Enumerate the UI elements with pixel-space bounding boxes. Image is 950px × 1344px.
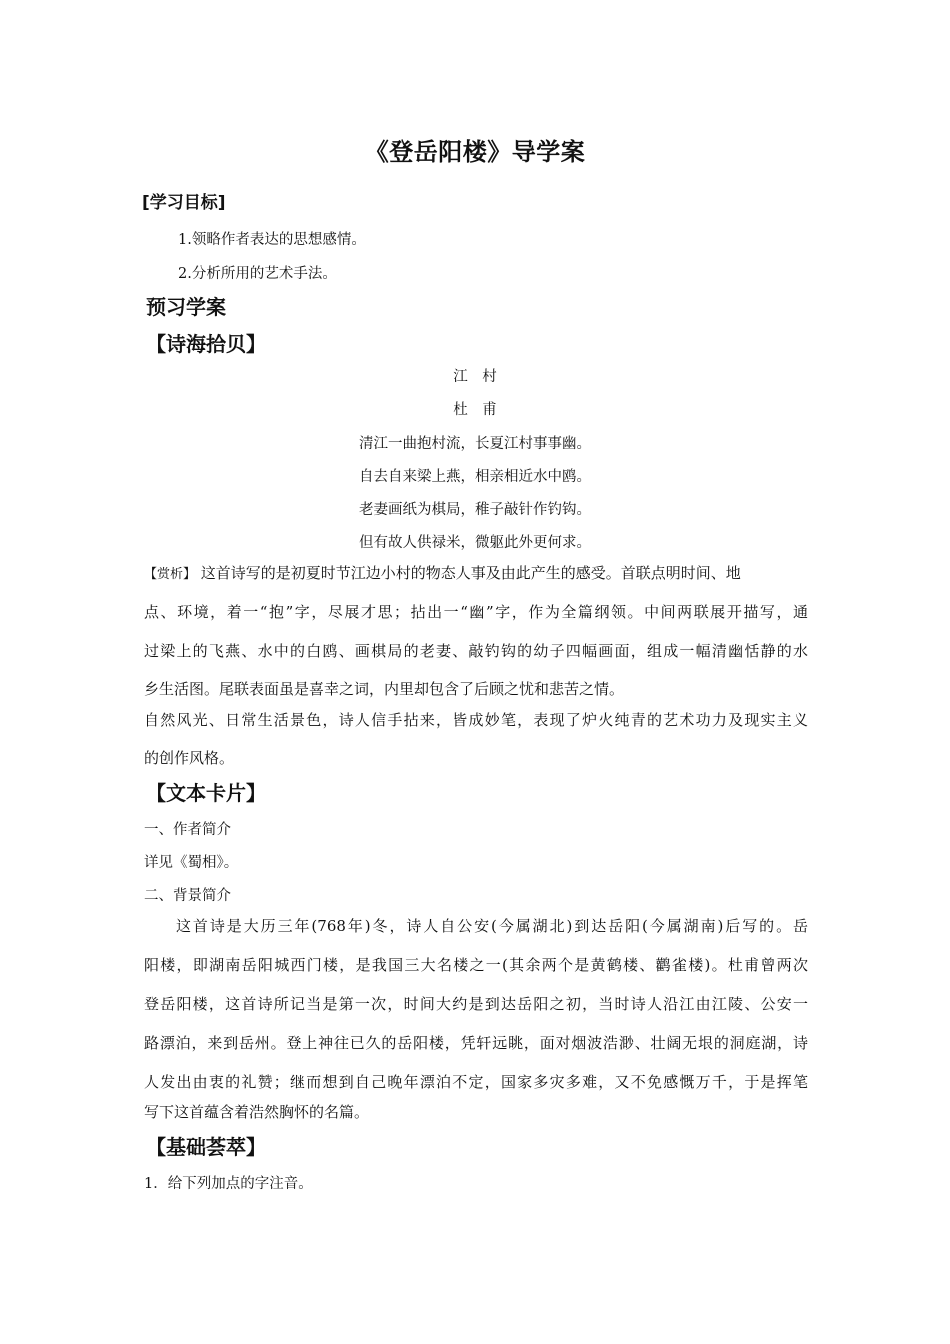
author-text: 详见《蜀相》。 — [144, 855, 239, 871]
poem-line: 自去自来梁上燕，相亲相近水中鸥。 — [359, 469, 591, 485]
poem-line: 但有故人供禄米，微躯此外更何求。 — [359, 535, 591, 551]
background-line: 这首诗是大历三年(768年)冬，诗人自公安(今属湖北)到达岳阳(今属湖南)后写的。岳 — [176, 917, 808, 935]
appreciation-text: 这首诗写的是初夏时节江边小村的物态人事及由此产生的感受。首联点明时间、地 — [200, 564, 741, 582]
appreciation-line: 自然风光、日常生活景色，诗人信手拈来，皆成妙笔，表现了炉火纯青的艺术功力及现实主义 — [144, 711, 808, 729]
goal-item-2: 2.分析所用的艺术手法。 — [178, 266, 337, 282]
goal-item-1: 1.领略作者表达的思想感情。 — [178, 232, 366, 248]
background-line: 登岳阳楼，这首诗所记当是第一次，时间大约是到达岳阳之初，当时诗人沿江由江陵、公安一 — [144, 995, 808, 1013]
poem-line: 老妻画纸为棋局，稚子敲针作钓钩。 — [359, 502, 591, 518]
appreciation-tag: 【赏析】 — [144, 567, 197, 582]
basics-heading: 【基础荟萃】 — [146, 1135, 266, 1159]
appreciation-line: 过梁上的飞燕、水中的白鸥、画棋局的老妻、敲钓钩的幼子四幅画面，组成一幅清幽恬静的水 — [144, 642, 808, 660]
background-line: 人发出由衷的礼赞；继而想到自己晚年漂泊不定，国家多灾多难，又不免感慨万千，于是挥笔 — [144, 1073, 808, 1091]
appreciation-line: 的创作风格。 — [144, 749, 235, 767]
poem-author: 杜 甫 — [453, 402, 497, 418]
background-line: 阳楼，即湖南岳阳城西门楼，是我国三大名楼之一(其余两个是黄鹤楼、鹳雀楼)。杜甫曾两次 — [144, 956, 808, 974]
background-line: 写下这首蕴含着浩然胸怀的名篇。 — [144, 1103, 370, 1121]
author-heading: 一、作者简介 — [144, 822, 231, 838]
poem-line: 清江一曲抱村流，长夏江村事事幽。 — [359, 436, 591, 452]
appreciation-line: 点、环境，着一“抱”字，尽展才思；拈出一“幽”字，作为全篇纲领。中间两联展开描写，通 — [144, 603, 808, 621]
page-title: 《登岳阳楼》导学案 — [364, 138, 586, 166]
question-1: 1．给下列加点的字注音。 — [144, 1176, 313, 1192]
poem-title: 江 村 — [453, 369, 497, 385]
preview-heading: 预习学案 — [146, 295, 226, 319]
text-card-heading: 【文本卡片】 — [146, 781, 266, 805]
background-heading: 二、背景简介 — [144, 888, 231, 904]
appreciation-line-1 — [144, 562, 808, 583]
appreciation-line: 乡生活图。尾联表面虽是喜幸之词，内里却包含了后顾之忧和悲苦之情。 — [144, 680, 625, 698]
goals-heading: [学习目标] — [142, 193, 226, 213]
background-line: 路漂泊，来到岳州。登上神往已久的岳阳楼，凭轩远眺，面对烟波浩渺、壮阔无垠的洞庭湖，诗 — [144, 1034, 808, 1052]
poem-section-heading: 【诗海拾贝】 — [146, 332, 266, 356]
